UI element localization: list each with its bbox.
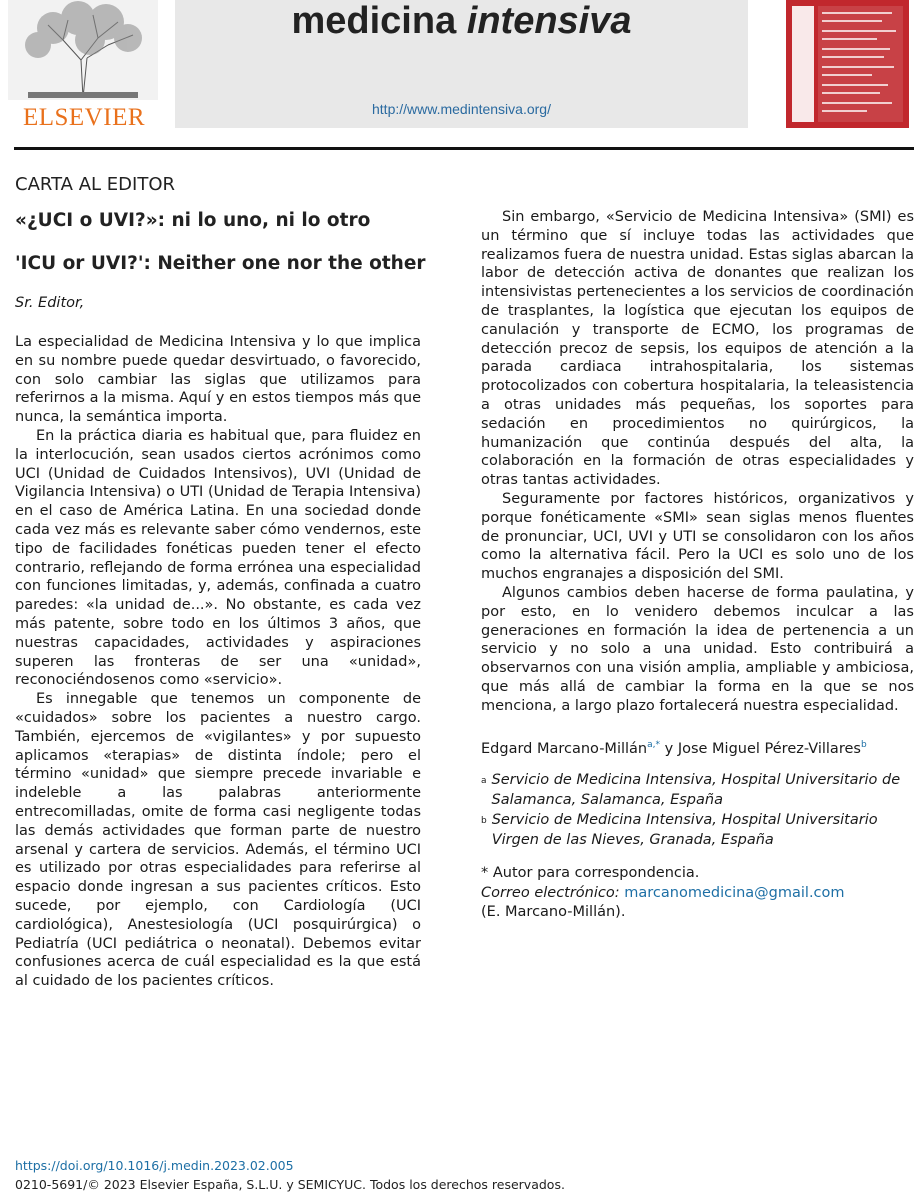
affiliations	[481, 770, 914, 850]
correspondence-note: * Autor para correspondencia.	[481, 865, 700, 882]
article-title-es: «¿UCI o UVI?»: ni lo uno, ni lo otro	[15, 210, 371, 231]
author-marks[interactable]: b	[860, 739, 867, 750]
journal-title-italic: intensiva	[466, 0, 632, 42]
affiliation-item	[481, 770, 914, 810]
affiliation-item	[481, 810, 914, 850]
author-name: Jose Miguel Pérez-Villares	[677, 740, 861, 757]
section-label: CARTA AL EDITOR	[15, 174, 175, 195]
correspondence	[481, 864, 914, 923]
header-divider	[14, 147, 914, 150]
affiliation-text: Servicio de Medicina Intensiva, Hospital Universitario de Salamanca, Salamanca, España	[491, 772, 901, 809]
body-column-left	[15, 333, 421, 991]
email-label: Correo electrónico:	[481, 884, 620, 901]
doi-link[interactable]: https://doi.org/10.1016/j.medin.2023.02.005	[15, 1158, 294, 1173]
affiliation-mark: b	[481, 816, 487, 827]
correspondence-email-row	[481, 884, 914, 904]
journal-banner	[175, 0, 748, 128]
paragraph: Seguramente por factores históricos, organizativos y porque fonéticamente «SMI» sean siglas menos fluentes de pronunciar, UCI, UVI y UTI se consolidaron con los años como la alternativa fácil. Pero la UCI es solo uno de los muchos engranajes a disposición del SMI.	[481, 490, 914, 583]
body-column-right	[481, 208, 914, 923]
email-owner: (E. Marcano-Millán).	[481, 904, 626, 921]
author-list	[481, 736, 914, 759]
author-connector: y	[664, 740, 674, 757]
paragraph: En la práctica diaria es habitual que, para fluidez en la interlocución, sean usados ciertos acrónimos como UCI (Unidad de Cuidados Intensivos), UVI (Unidad de Vigilancia Intensiva) o UTI (Unidad de Terapia Intensiva) en el caso de América Latina. En una sociedad donde cada vez más es relevante saber cómo vendernos, este tipo de facilidades fonéticas pueden tener el efecto contrario, reflejando de forma errónea una especialidad con funciones limitadas, y, además, confinada a cuatro paredes: «la unidad de...». No obstante, es cada vez más patente, sobre todo en los últimos 3 años, que nuestras capacidades, actividades y aspiraciones superen las fronteras de ser una «unidad», reconociéndosenos como «servicio».	[15, 427, 421, 689]
author-marks[interactable]: a,*	[647, 739, 660, 750]
journal-header	[0, 0, 916, 140]
article-title-en: 'ICU or UVI?': Neither one nor the other	[15, 253, 426, 274]
journal-title-plain: medicina	[291, 0, 457, 42]
elsevier-wordmark: ELSEVIER	[22, 104, 146, 131]
paragraph: La especialidad de Medicina Intensiva y lo que implica en su nombre puede quedar desvirtuado, o favorecido, con solo cambiar las siglas que utilizamos para referirnos a la misma. Aquí y en estos tiempos más que nunca, la semántica importa.	[15, 334, 421, 426]
affiliation-mark: a	[481, 776, 487, 787]
paragraph: Sin embargo, «Servicio de Medicina Intensiva» (SMI) es un término que sí incluye todas las actividades que realizamos fuera de nuestra unidad. Estas siglas abarcan la labor de detección activa de donantes que realizan los intensivistas pertenecientes a los servicios de coordinación de trasplantes, la logística que ejecutan los equipos de canulación y transporte de ECMO, los programas de detección precoz de sepsis, los equipos de atención a la parada cardiaca intrahospitalaria, los sistemas protocolizados con cobertura hospitalaria, la teleasistencia a otras unidades más pequeñas, los soportes para sedación en procedimientos no quirúrgicos, la humanización que continúa después del alta, la colaboración en la formación de otras especialidades y otras tantas actividades.	[481, 209, 914, 489]
author-name: Edgard Marcano-Millán	[481, 740, 648, 757]
salutation: Sr. Editor,	[15, 295, 85, 311]
journal-url-link[interactable]: http://www.medintensiva.org/	[372, 101, 551, 117]
paragraph: Algunos cambios deben hacerse de forma paulatina, y por esto, en lo venidero debemos inculcar a las generaciones en formación la idea de pertenencia a un servicio y no solo a una unidad. Esto contribuirá a observarnos con una visión amplia, ampliable y ambiciosa, que más allá de cambiar la forma en la que se nos menciona, a largo plazo fortalecerá nuestra especialidad.	[481, 584, 914, 714]
email-link[interactable]: marcanomedicina@gmail.com	[624, 884, 845, 901]
copyright-notice: 0210-5691/© 2023 Elsevier España, S.L.U. y SEMICYUC. Todos los derechos reservados.	[15, 1177, 565, 1192]
paragraph: Es innegable que tenemos un componente de «cuidados» sobre los pacientes a nuestro cargo. También, ejercemos de «vigilantes» y por supuesto aplicamos «terapias» de distinta índole; pero el término «unidad» que siempre precede invariable e indeleble a las palabras anteriormente entrecomilladas, omite de forma casi negligente todas las demás actividades que forman parte de nuestro arsenal y cartera de servicios. Además, el término UCI es utilizado por otras especialidades para referirse al espacio donde ingresan a sus pacientes críticos. Esto sucede, por ejemplo, con Cardiología (UCI cardiológica), Anestesiología (UCI posquirúrgica) o Pediatría (UCI pediátrica o neonatal). Debemos evitar confusiones acerca de cuál especialidad es la que está al cuidado de los pacientes críticos.	[15, 691, 421, 990]
journal-cover-thumbnail	[786, 0, 909, 128]
journal-title	[175, 0, 748, 43]
affiliation-text: Servicio de Medicina Intensiva, Hospital Universitario Virgen de las Nieves, Granada, España	[491, 812, 878, 849]
